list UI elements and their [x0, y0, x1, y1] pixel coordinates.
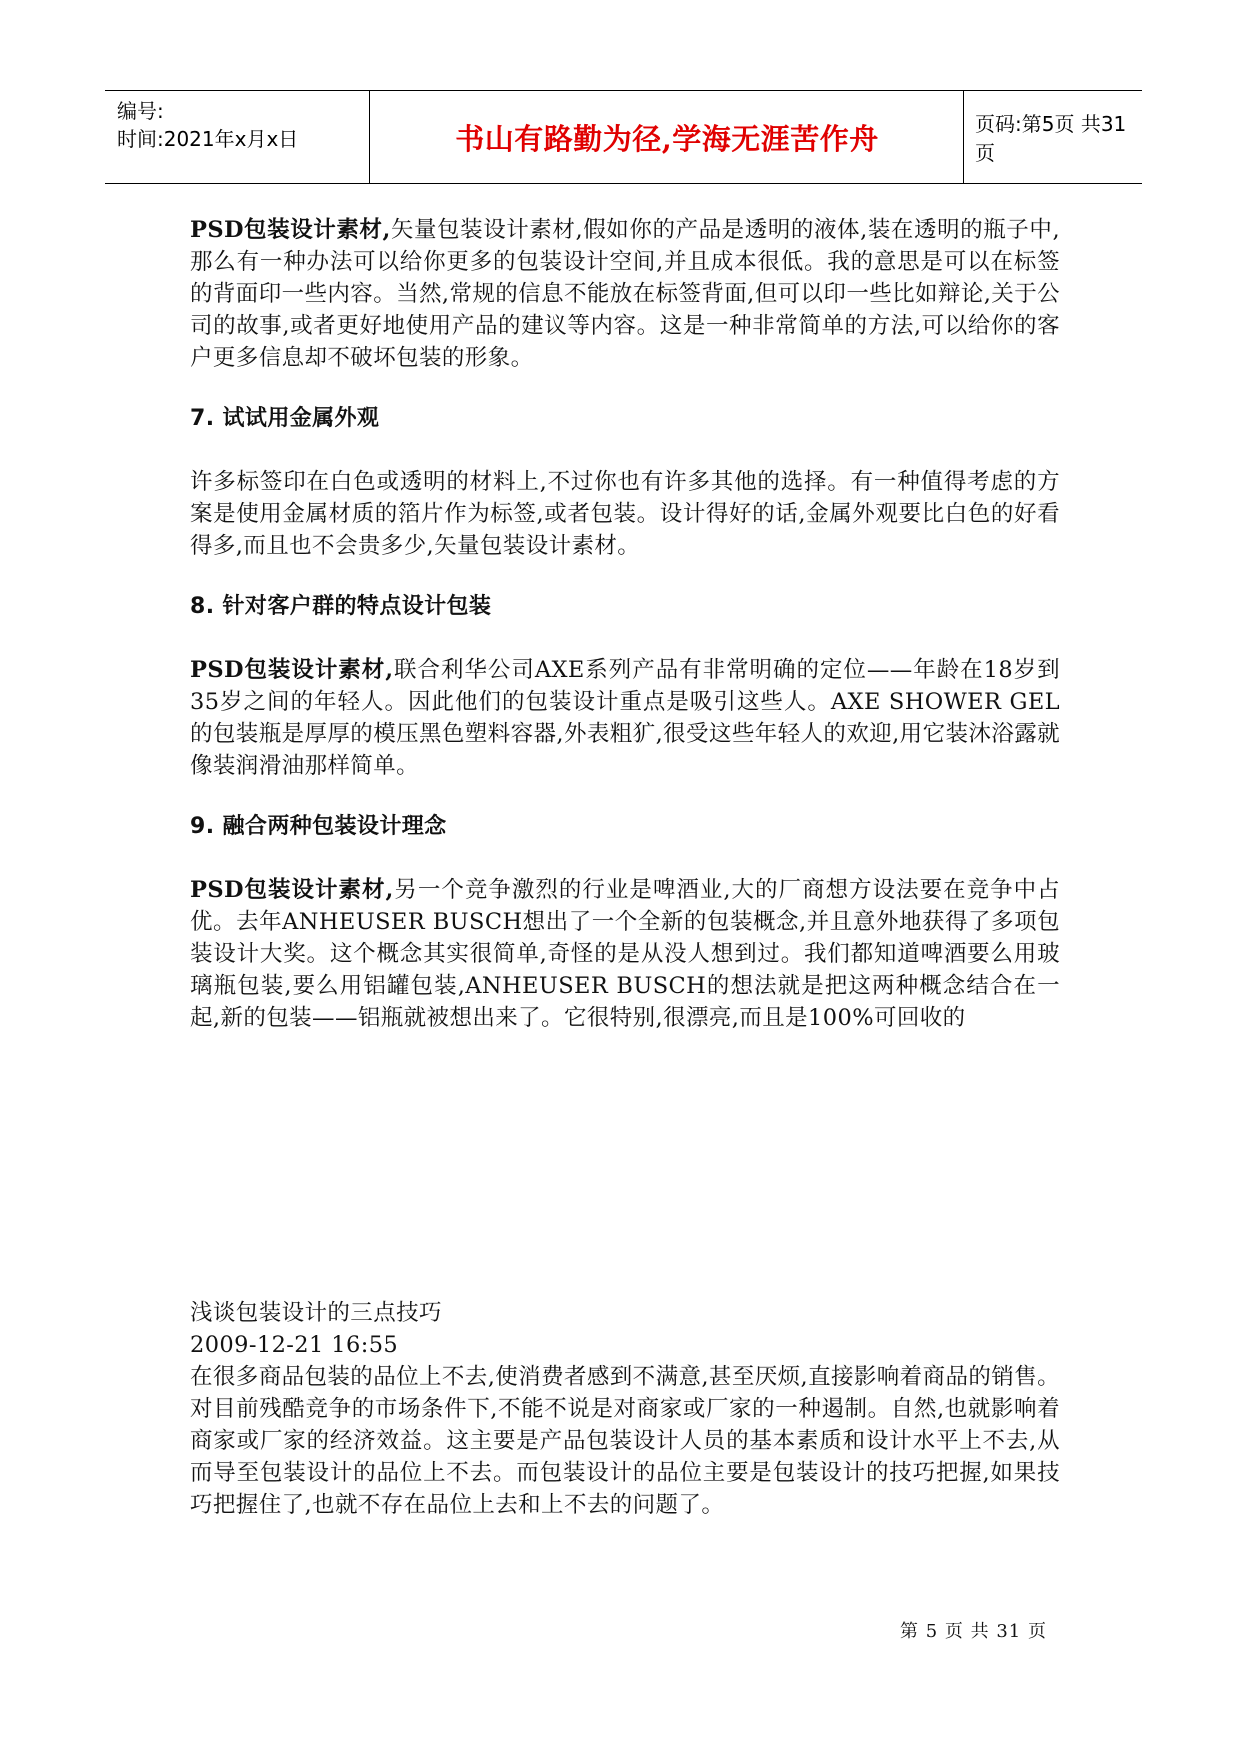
header-page-indicator: 页码:第5页 共31页	[975, 112, 1127, 165]
document-time-label: 时间:2021年x月x日	[117, 127, 299, 151]
section-9-paragraph	[190, 874, 1060, 1034]
paragraph-text: 联合利华公司AXE系列产品有非常明确的定位——年龄在18岁到35岁之间的年轻人。因此他们的包装设计重点是吸引这些人。AXE SHOWER GEL的包装瓶是厚厚的模压黑色塑料容器,外表粗犷,很受这些年轻人的欢迎,用它装沐浴露就像装润滑油那样简单。	[190, 657, 1061, 779]
paragraph-lead: PSD包装设计素材,	[190, 217, 391, 243]
article-block	[190, 1297, 1060, 1521]
page-footer: 第 5 页 共 31 页	[900, 1621, 1047, 1642]
article-title: 浅谈包装设计的三点技巧	[190, 1300, 442, 1326]
intro-paragraph	[190, 214, 1060, 374]
section-8-paragraph	[190, 654, 1060, 782]
header-meta	[117, 97, 362, 153]
header-motto: 书山有路勤为径,学海无涯苦作舟	[455, 121, 879, 156]
section-heading-7: 7. 试试用金属外观	[190, 406, 380, 431]
page-header	[105, 90, 1142, 184]
paragraph-text: 另一个竞争激烈的行业是啤酒业,大的厂商想方设法要在竞争中占优。去年ANHEUSER BUSCH想出了一个全新的包装概念,并且意外地获得了多项包装设计大奖。这个概念其实很简单,奇怪的是从没人想到过。我们都知道啤酒要么用玻璃瓶包装,要么用铝罐包装,ANHEUSER BUSCH的想法就是把这两种概念结合在一起,新的包装——铝瓶就被想出来了。它很特别,很漂亮,而且是100%可回收的	[190, 877, 1060, 1031]
article-paragraph: 在很多商品包装的品位上不去,使消费者感到不满意,甚至厌烦,直接影响着商品的销售。对目前残酷竞争的市场条件下,不能不说是对商家或厂家的一种遏制。自然,也就影响着商家或厂家的经济效益。这主要是产品包装设计人员的基本素质和设计水平上不去,从而导至包装设计的品位上不去。而包装设计的品位主要是包装设计的技巧把握,如果技巧把握住了,也就不存在品位上去和上不去的问题了。	[190, 1364, 1060, 1518]
header-divider	[369, 91, 370, 183]
paragraph-text: 矢量包装设计素材,假如你的产品是透明的液体,装在透明的瓶子中,那么有一种办法可以给你更多的包装设计空间,并且成本很低。我的意思是可以在标签的背面印一些内容。当然,常规的信息不能放在标签背面,但可以印一些比如辩论,关于公司的故事,或者更好地使用产品的建议等内容。这是一种非常简单的方法,可以给你的客户更多信息却不破坏包装的形象。	[190, 217, 1060, 371]
paragraph-lead: PSD包装设计素材,	[190, 877, 394, 903]
paragraph-lead: PSD包装设计素材,	[190, 657, 394, 683]
section-heading-9: 9. 融合两种包装设计理念	[190, 814, 447, 839]
section-heading-8: 8. 针对客户群的特点设计包装	[190, 594, 492, 619]
main-content	[190, 214, 1060, 1034]
document-number-label: 编号:	[117, 99, 164, 123]
section-7-paragraph: 许多标签印在白色或透明的材料上,不过你也有许多其他的选择。有一种值得考虑的方案是使用金属材质的箔片作为标签,或者包装。设计得好的话,金属外观要比白色的好看得多,而且也不会贵多少,矢量包装设计素材。	[190, 469, 1060, 559]
header-divider	[963, 91, 964, 183]
article-date: 2009-12-21 16:55	[190, 1332, 399, 1358]
